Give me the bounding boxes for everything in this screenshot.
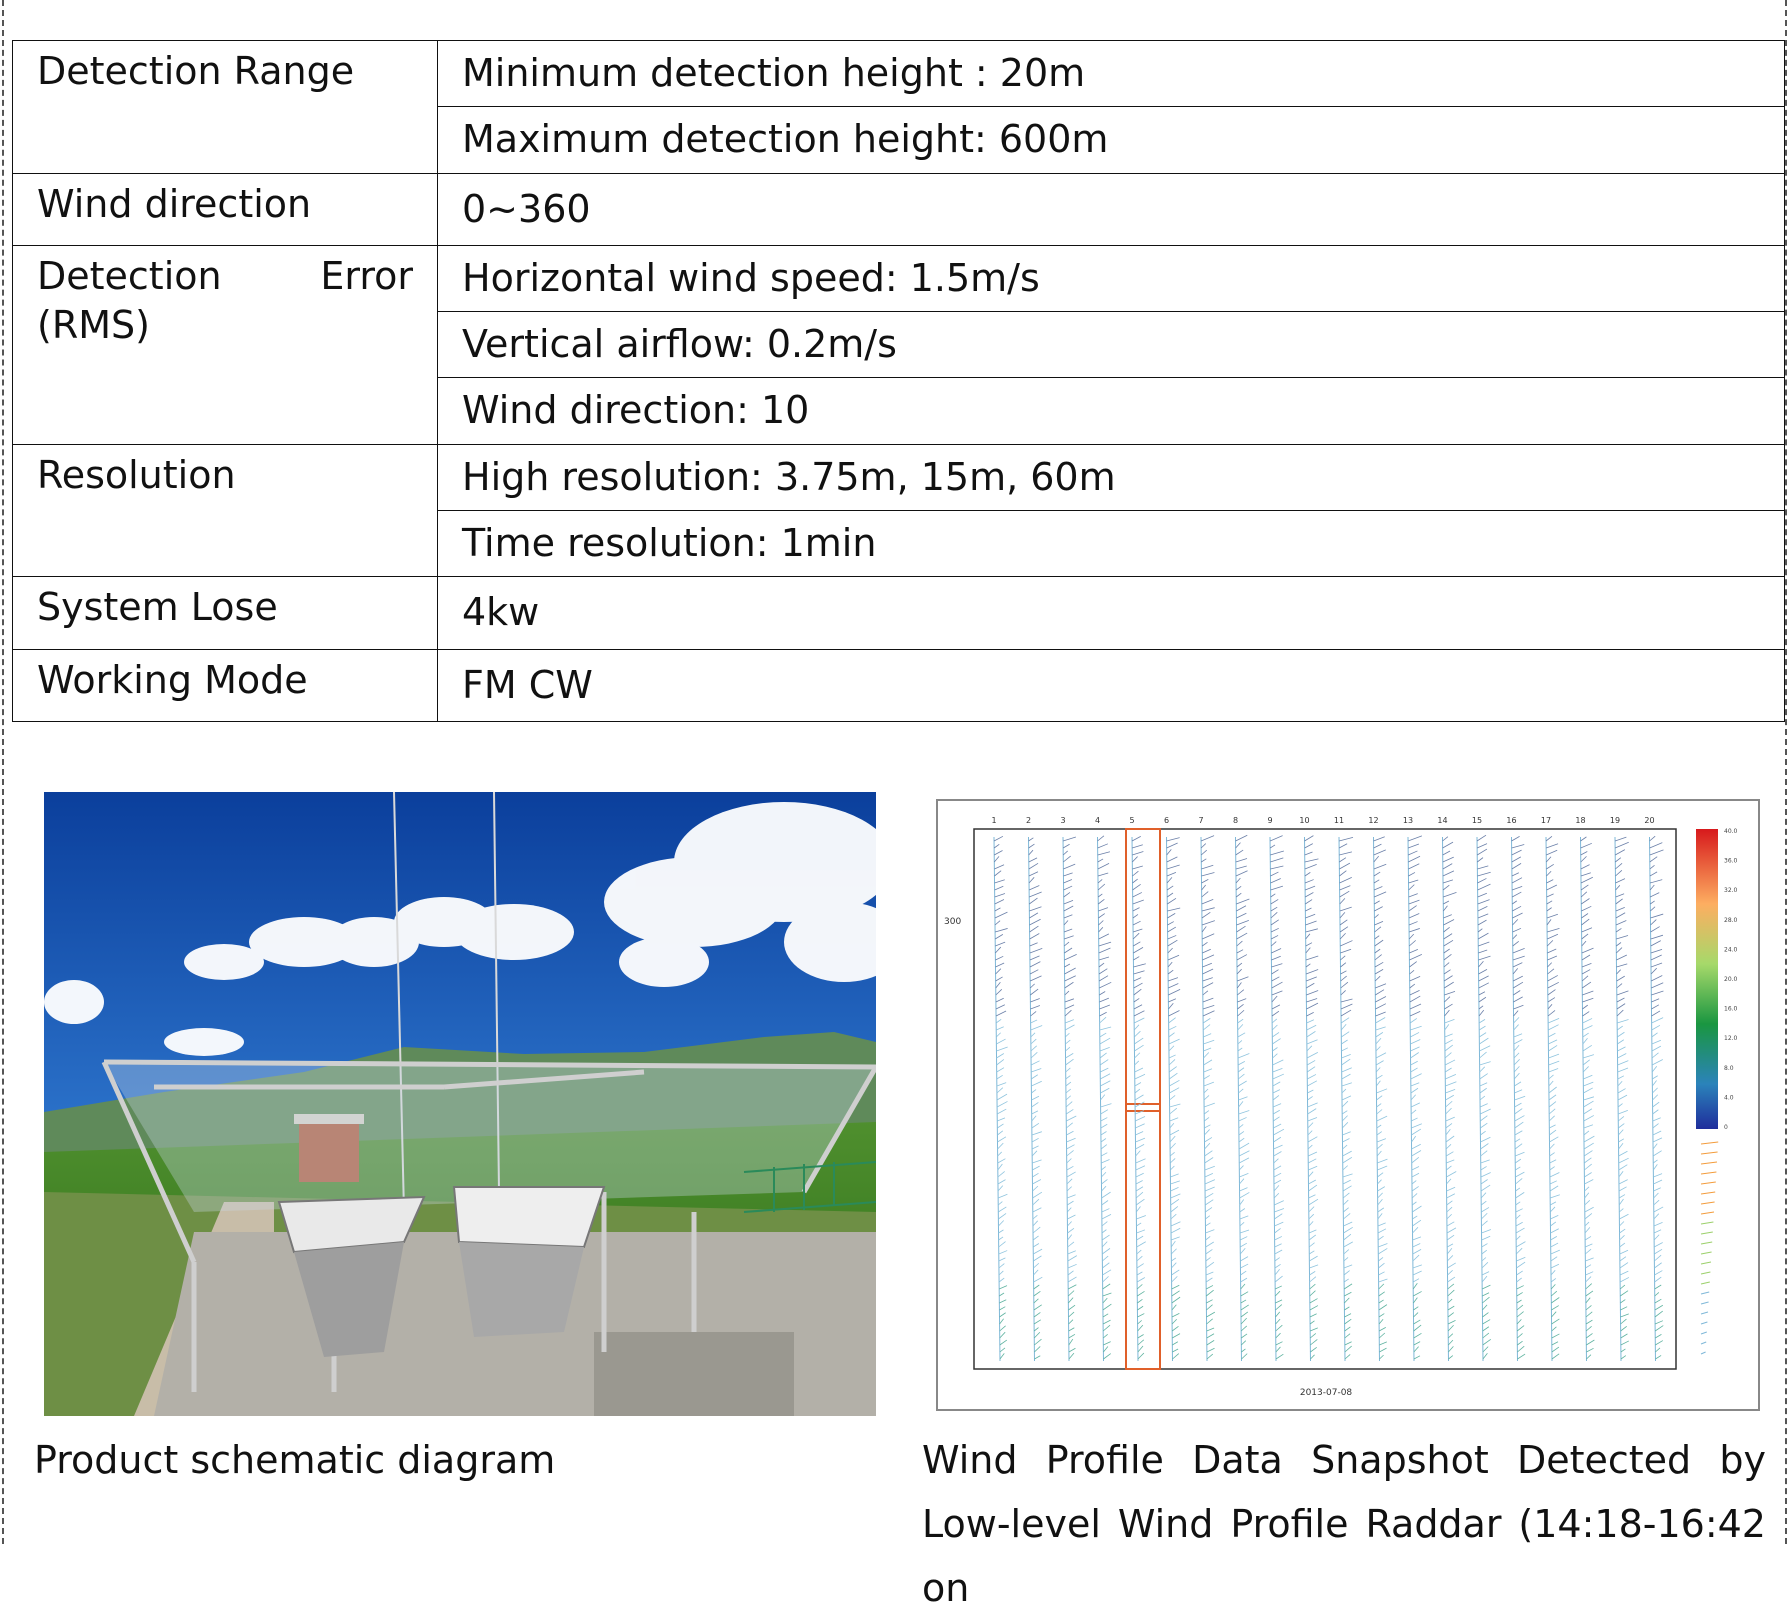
wind-profile-plot [936,799,1760,1411]
wind-profile-snapshot [936,799,1760,1411]
param-detection-error [13,245,438,444]
snapshot-caption [922,1428,1766,1620]
date-label: 2013-07-08 [1299,1388,1353,1398]
platform-step [594,1332,794,1416]
snapshot-frame [937,800,1760,1411]
value-horizontal-wind-speed: Horizontal wind speed: 1.5m/s [438,245,1785,311]
table-row [13,649,1785,721]
colorbar-label: 32.0 [1724,887,1738,895]
product-photo-illustration [44,792,876,1416]
value-vertical-airflow: Vertical airflow: 0.2m/s [438,312,1785,378]
column-label: 4 [1094,816,1101,825]
table-row [13,173,1785,245]
value-max-detection-height: Maximum detection height: 600m [438,107,1785,173]
colorbar-label: 36.0 [1724,857,1738,865]
column-label: 1 [991,816,997,825]
param-wind-direction: Wind direction [13,173,438,245]
value-system-lose: 4kw [438,577,1785,649]
colorbar-label: 20.0 [1724,976,1738,983]
value-wind-direction-error: Wind direction: 10 [438,378,1785,444]
column-label: 5 [1129,816,1135,825]
specification-table [12,40,1785,722]
snapshot-caption-line1: Wind Profile Data Snapshot Detected by [922,1438,1766,1482]
snapshot-caption-line2: Low-level Wind Profile Raddar (14:18-16:42 on [922,1502,1766,1610]
value-min-detection-height: Minimum detection height : 20m [438,41,1785,107]
column-label: 7 [1198,816,1204,825]
column-label: 10 [1299,816,1310,825]
column-label: 15 [1471,816,1483,825]
page-margin-guide-left [2,0,4,1544]
column-label: 13 [1402,816,1414,825]
colorbar-label: 8.0 [1724,1064,1734,1072]
table-row [13,41,1785,107]
y-axis-label: 300 [944,917,962,927]
value-working-mode: FM CW [438,649,1785,721]
column-label: 19 [1609,816,1621,825]
column-label: 9 [1267,816,1273,825]
column-label: 20 [1644,816,1655,825]
column-label: 14 [1437,816,1448,825]
param-working-mode: Working Mode [13,649,438,721]
column-label: 3 [1060,816,1066,825]
param-system-lose: System Lose [13,577,438,649]
column-label: 11 [1333,816,1345,825]
column-label: 16 [1506,816,1517,825]
colorbar-label: 4.0 [1724,1094,1734,1102]
value-time-resolution: Time resolution: 1min [438,511,1785,577]
table-row [13,577,1785,649]
param-word-rms: (RMS) [37,303,150,348]
param-detection-range: Detection Range [13,41,438,174]
colorbar-label: 16.0 [1724,1005,1738,1013]
column-label: 12 [1368,816,1379,825]
value-wind-direction-range: 0~360 [438,173,1785,245]
column-label: 2 [1025,816,1032,825]
colorbar [1696,829,1718,1129]
colorbar-label: 24.0 [1724,946,1738,954]
colorbar-label: 12.0 [1724,1035,1738,1043]
photo-caption: Product schematic diagram [34,1438,556,1482]
param-detection-error-line1 [37,252,413,301]
column-label: 18 [1575,816,1586,825]
product-photo [44,792,876,1416]
param-resolution: Resolution [13,444,438,577]
column-label: 8 [1232,816,1239,825]
table-row [13,245,1785,311]
param-word-error: Error [320,253,413,298]
table-row [13,444,1785,510]
column-label: 17 [1540,816,1552,825]
page-margin-guide-right [1785,0,1787,1544]
colorbar-label: 28.0 [1724,916,1738,924]
colorbar-label: 0 [1724,1124,1728,1131]
column-label: 6 [1163,816,1170,825]
value-high-resolution: High resolution: 3.75m, 15m, 60m [438,444,1785,510]
colorbar-label: 40.0 [1724,828,1738,835]
param-word-detection: Detection [37,253,222,298]
